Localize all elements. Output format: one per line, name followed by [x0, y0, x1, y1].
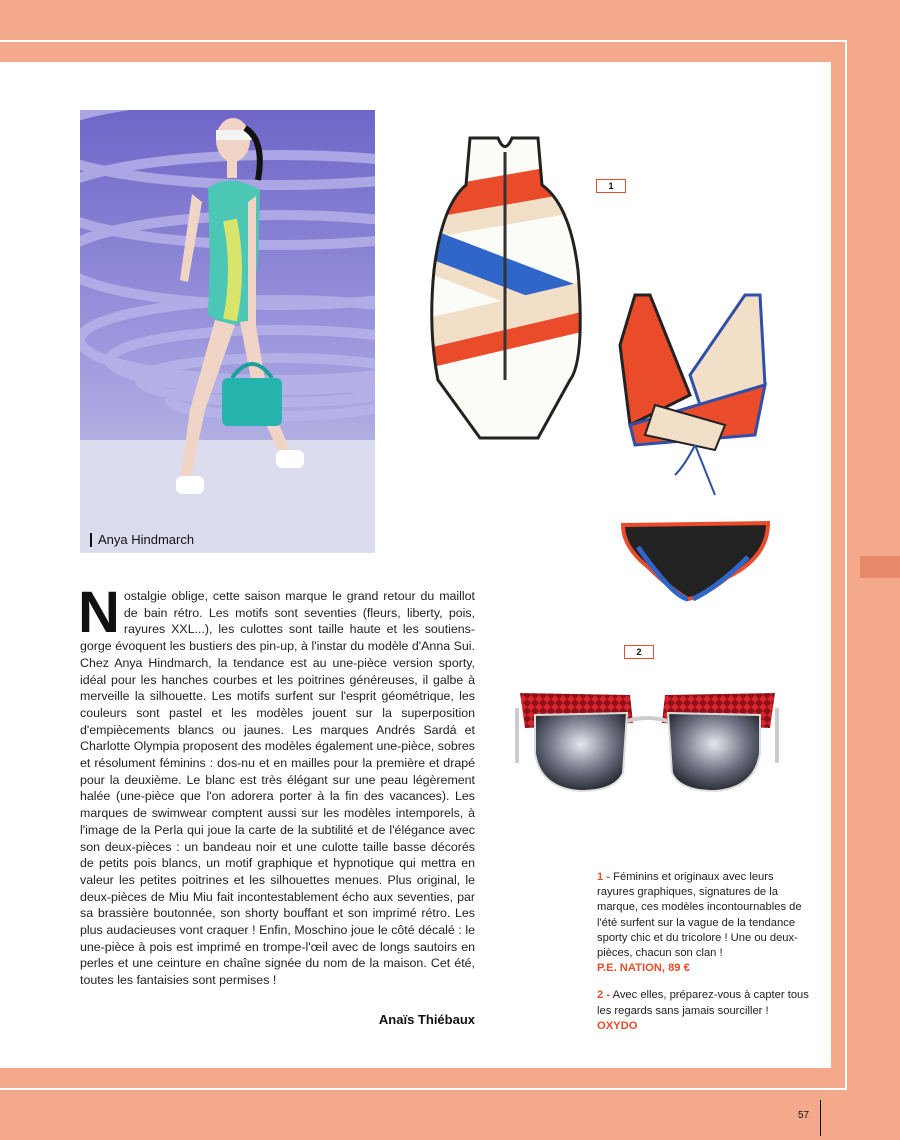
bikini-bottom-image [618, 517, 778, 607]
item-number-2: 2 [624, 645, 654, 659]
article-author: Anaïs Thiébaux [378, 1012, 475, 1027]
bikini-top-image [615, 285, 775, 510]
product-captions [597, 870, 813, 1046]
one-piece-swimsuit-image [420, 130, 590, 445]
page-number-divider [820, 1100, 821, 1136]
caption-item-1 [597, 870, 813, 976]
frame-line-top [0, 40, 846, 42]
article-body [78, 580, 475, 989]
runway-photo-illustration [80, 110, 375, 553]
page-number: 57 [798, 1110, 810, 1121]
caption-2-number: 2 - [597, 989, 611, 1002]
frame-line-bottom [0, 1088, 846, 1090]
item-number-1: 1 [596, 179, 626, 193]
caption-2-brand: OXYDO [597, 1019, 638, 1032]
frame-line-right [845, 40, 847, 1090]
caption-item-2 [597, 988, 813, 1034]
caption-1-text: Féminins et originaux avec leurs rayures graphiques, signatures de la marque, ces modèles incontournables de l'été surfent sur la vague de la tendance sporty chic et du tricolore ! Une ou deux-pièces, chacun son clan ! [597, 871, 802, 960]
runway-photo [80, 110, 375, 553]
article-dropcap: N [78, 580, 120, 645]
caption-1-number: 1 - [597, 871, 611, 883]
side-tab [860, 556, 900, 578]
sunglasses-image [515, 683, 780, 798]
caption-2-text: Avec elles, préparez-vous à capter tous les regards sans jamais sourciller ! [597, 989, 809, 1017]
caption-1-brand: P.E. NATION, 89 € [597, 962, 690, 975]
article-text: ostalgie oblige, cette saison marque le grand retour du maillot de bain rétro. Les motifs sont seventies (fleurs, liberty, pois, rayures XXL...), les culottes sont taille haute et les soutiens-gorge évoquent les bustiers des pin-up, à l'instar du modèle d'Anna Sui. Chez Anya Hindmarch, la tendance est au une-pièce version sporty, idéal pour les hanches courbes et les poitrines généreuses, il galbe à merveille la silhouette. Les motifs surfent sur l'esprit géométrique, les couleurs sont pastel et les modèles jouent sur la superposition d'empiècements blancs ou jaunes. Les marques Andrés Sardá et Charlotte Olympia proposent des modèles également une-pièce, sobres et résolument féminins : dos-nu et en mailles pour la première et drapé pour la deuxième. Le blanc est très élégant sur une peau légèrement halée (une-pièce que l'on adorera porter à la fin des vacances). Les marques de swimwear comptent aussi sur les modèles intemporels, à l'image de la Perla qui joue la carte de la subtilité et de l'élégance avec son deux-pièces : un bandeau noir et une culotte taille basse décorés de petits pois blancs, un motif graphique et hypnotique qui mettra en valeur les petites poitrines et les silhouettes menues. Plus original, le deux-pièces de Miu Miu fait incontestablement écho aux seventies, par sa brassière boutonnée, son shorty bouffant et son imprimé rétro. Les plus audacieuses vont craquer ! Enfin, Moschino joue le côté décalé : le une-pièce à pois est imprimé en trompe-l'œil avec de longs sautoirs en perles et une ceinture en chaîne signée du nom de la maison. Cet été, toutes les fantaisies sont permises ! [80, 589, 475, 988]
photo-caption: Anya Hindmarch [90, 533, 194, 547]
